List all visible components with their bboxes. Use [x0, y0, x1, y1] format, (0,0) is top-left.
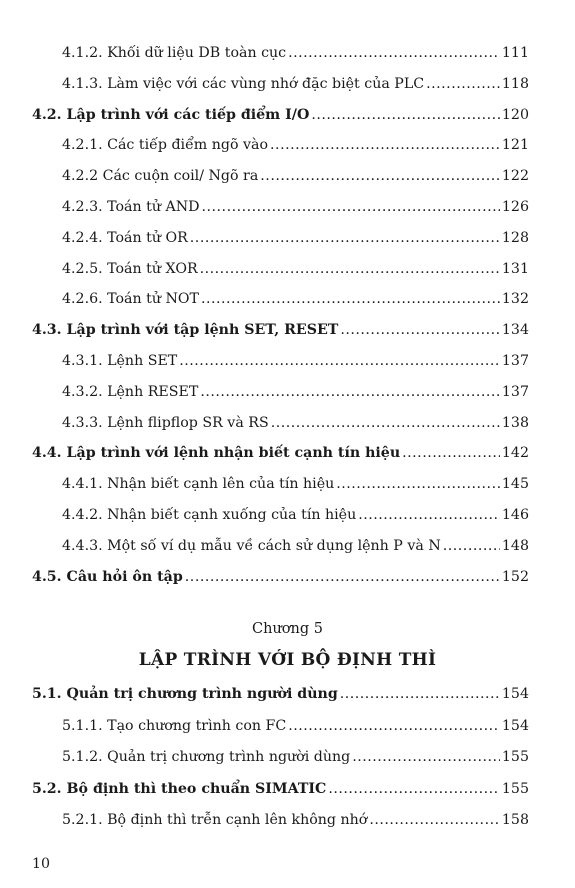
toc-entry-title: 4.2.3. Toán tử AND: [62, 199, 200, 215]
toc-subsection-entry: [62, 42, 529, 64]
toc-entry-title: 5.2.1. Bộ định thì trễn cạnh lên không nhớ: [62, 812, 368, 828]
toc-subsection-entry: [62, 535, 529, 557]
toc-subsection-entry: [62, 504, 529, 526]
toc-entry-page: 131: [501, 260, 529, 277]
toc-entry-title: 4.2.6. Toán tử NOT: [62, 291, 199, 308]
toc-entry-title: 4.4.3. Một số ví dụ mẫu về cách sử dụng lệnh P và N: [62, 537, 441, 554]
toc-dot-leader: [185, 566, 500, 588]
toc-subsection-entry: [62, 715, 529, 737]
toc-entry-page: 118: [501, 75, 529, 92]
toc-dot-leader: [200, 381, 500, 403]
toc-entry-title: 4.3.1. Lệnh SET: [62, 353, 178, 369]
toc-entry-title: 4.2.1. Các tiếp điểm ngõ vào: [62, 137, 269, 154]
toc-entry-title: 4.4. Lập trình với lệnh nhận biết cạnh tín hiệu: [32, 445, 401, 462]
toc-entry-title: 4.5. Câu hỏi ôn tập: [32, 568, 183, 585]
toc-section-entry: [32, 683, 529, 705]
toc-entry-page: 152: [501, 568, 529, 585]
toc-entry-page: 155: [501, 749, 529, 765]
toc-subsection-entry: [62, 165, 529, 187]
toc-entry-title: 4.2.2 Các cuộn coil/ Ngõ ra: [62, 168, 259, 185]
toc-entry-page: 142: [501, 445, 529, 462]
toc-subsection-entry: [62, 227, 529, 249]
toc-dot-leader: [311, 104, 500, 126]
toc-dot-leader: [369, 809, 500, 831]
toc-section-entry: [32, 566, 529, 588]
toc-dot-leader: [352, 746, 500, 768]
toc-entry-title: 5.1. Quản trị chương trình người dùng: [32, 686, 338, 702]
toc-entry-page: 146: [501, 507, 529, 523]
page-number: 10: [32, 856, 51, 872]
toc-entry-page: 126: [501, 199, 529, 215]
toc-entry-page: 134: [501, 322, 529, 339]
toc-subsection-entry: [62, 73, 529, 95]
toc-entry-title: 4.2.5. Toán tử XOR: [62, 260, 198, 277]
toc-entry-page: 111: [501, 45, 529, 61]
toc-dot-leader: [340, 683, 500, 705]
toc-dot-leader: [328, 778, 500, 800]
toc-entry-title: 4.2. Lập trình với các tiếp điểm I/O: [32, 106, 310, 123]
toc-entry-page: 128: [501, 229, 529, 246]
toc-subsection-entry: [62, 746, 529, 768]
toc-entry-title: 5.1.1. Tạo chương trình con FC: [62, 717, 287, 734]
toc-entry-page: 132: [501, 291, 529, 308]
toc-subsection-entry: [62, 196, 529, 218]
toc-entry-title: 5.1.2. Quản trị chương trình người dùng: [62, 749, 351, 765]
toc-dot-leader: [358, 504, 500, 526]
toc-entry-page: 137: [501, 353, 529, 369]
toc-dot-leader: [336, 473, 500, 495]
toc-entry-title: 4.3.2. Lệnh RESET: [62, 383, 199, 400]
toc-dot-leader: [200, 258, 500, 280]
toc-dot-leader: [270, 134, 500, 156]
toc-entry-title: 4.1.2. Khối dữ liệu DB toàn cục: [62, 45, 287, 61]
toc-subsection-entry: [62, 473, 529, 495]
toc-dot-leader: [190, 227, 500, 249]
toc-entry-page: 145: [501, 476, 529, 493]
toc-dot-leader: [288, 42, 500, 64]
toc-entry-title: 4.4.2. Nhận biết cạnh xuống của tín hiệu: [62, 507, 357, 523]
toc-entry-title: 4.1.3. Làm việc với các vùng nhớ đặc biệt của PLC: [62, 75, 425, 92]
chapter-title: LẬP TRÌNH VỚI BỘ ĐỊNH THÌ: [138, 650, 437, 670]
toc-subsection-entry: [62, 381, 529, 403]
toc-entry-page: 148: [501, 537, 529, 554]
toc-entry-title: 4.3.3. Lệnh flipflop SR và RS: [62, 414, 269, 431]
toc-dot-leader: [340, 319, 500, 341]
toc-section-entry: [32, 778, 529, 800]
chapter-label: Chương 5: [252, 621, 323, 637]
toc-entry-page: 121: [501, 137, 529, 154]
toc-entry-title: 4.4.1. Nhận biết cạnh lên của tín hiệu: [62, 476, 335, 493]
toc-entry-page: 138: [501, 414, 529, 431]
toc-dot-leader: [443, 535, 500, 557]
toc-dot-leader: [202, 196, 500, 218]
toc-dot-leader: [288, 715, 500, 737]
toc-entry-page: 154: [501, 717, 529, 734]
toc-dot-leader: [426, 73, 500, 95]
toc-entry-title: 4.3. Lập trình với tập lệnh SET, RESET: [32, 322, 339, 339]
toc-entry-title: 4.2.4. Toán tử OR: [62, 229, 188, 246]
toc-subsection-entry: [62, 412, 529, 434]
toc-entry-page: 154: [501, 686, 529, 702]
toc-dot-leader: [201, 288, 500, 310]
toc-dot-leader: [271, 412, 500, 434]
toc-subsection-entry: [62, 258, 529, 280]
toc-subsection-entry: [62, 288, 529, 310]
toc-entry-page: 155: [501, 780, 529, 797]
toc-dot-leader: [179, 350, 500, 372]
toc-dot-leader: [260, 165, 500, 187]
toc-section-entry: [32, 442, 529, 464]
toc-entry-page: 158: [501, 812, 529, 828]
toc-entry-page: 120: [501, 106, 529, 123]
toc-section-entry: [32, 104, 529, 126]
toc-subsection-entry: [62, 809, 529, 831]
toc-entry-page: 122: [501, 168, 529, 185]
toc-entry-title: 5.2. Bộ định thì theo chuẩn SIMATIC: [32, 780, 327, 797]
toc-subsection-entry: [62, 350, 529, 372]
toc-entry-page: 137: [501, 383, 529, 400]
toc-section-entry: [32, 319, 529, 341]
toc-dot-leader: [402, 442, 500, 464]
toc-subsection-entry: [62, 134, 529, 156]
